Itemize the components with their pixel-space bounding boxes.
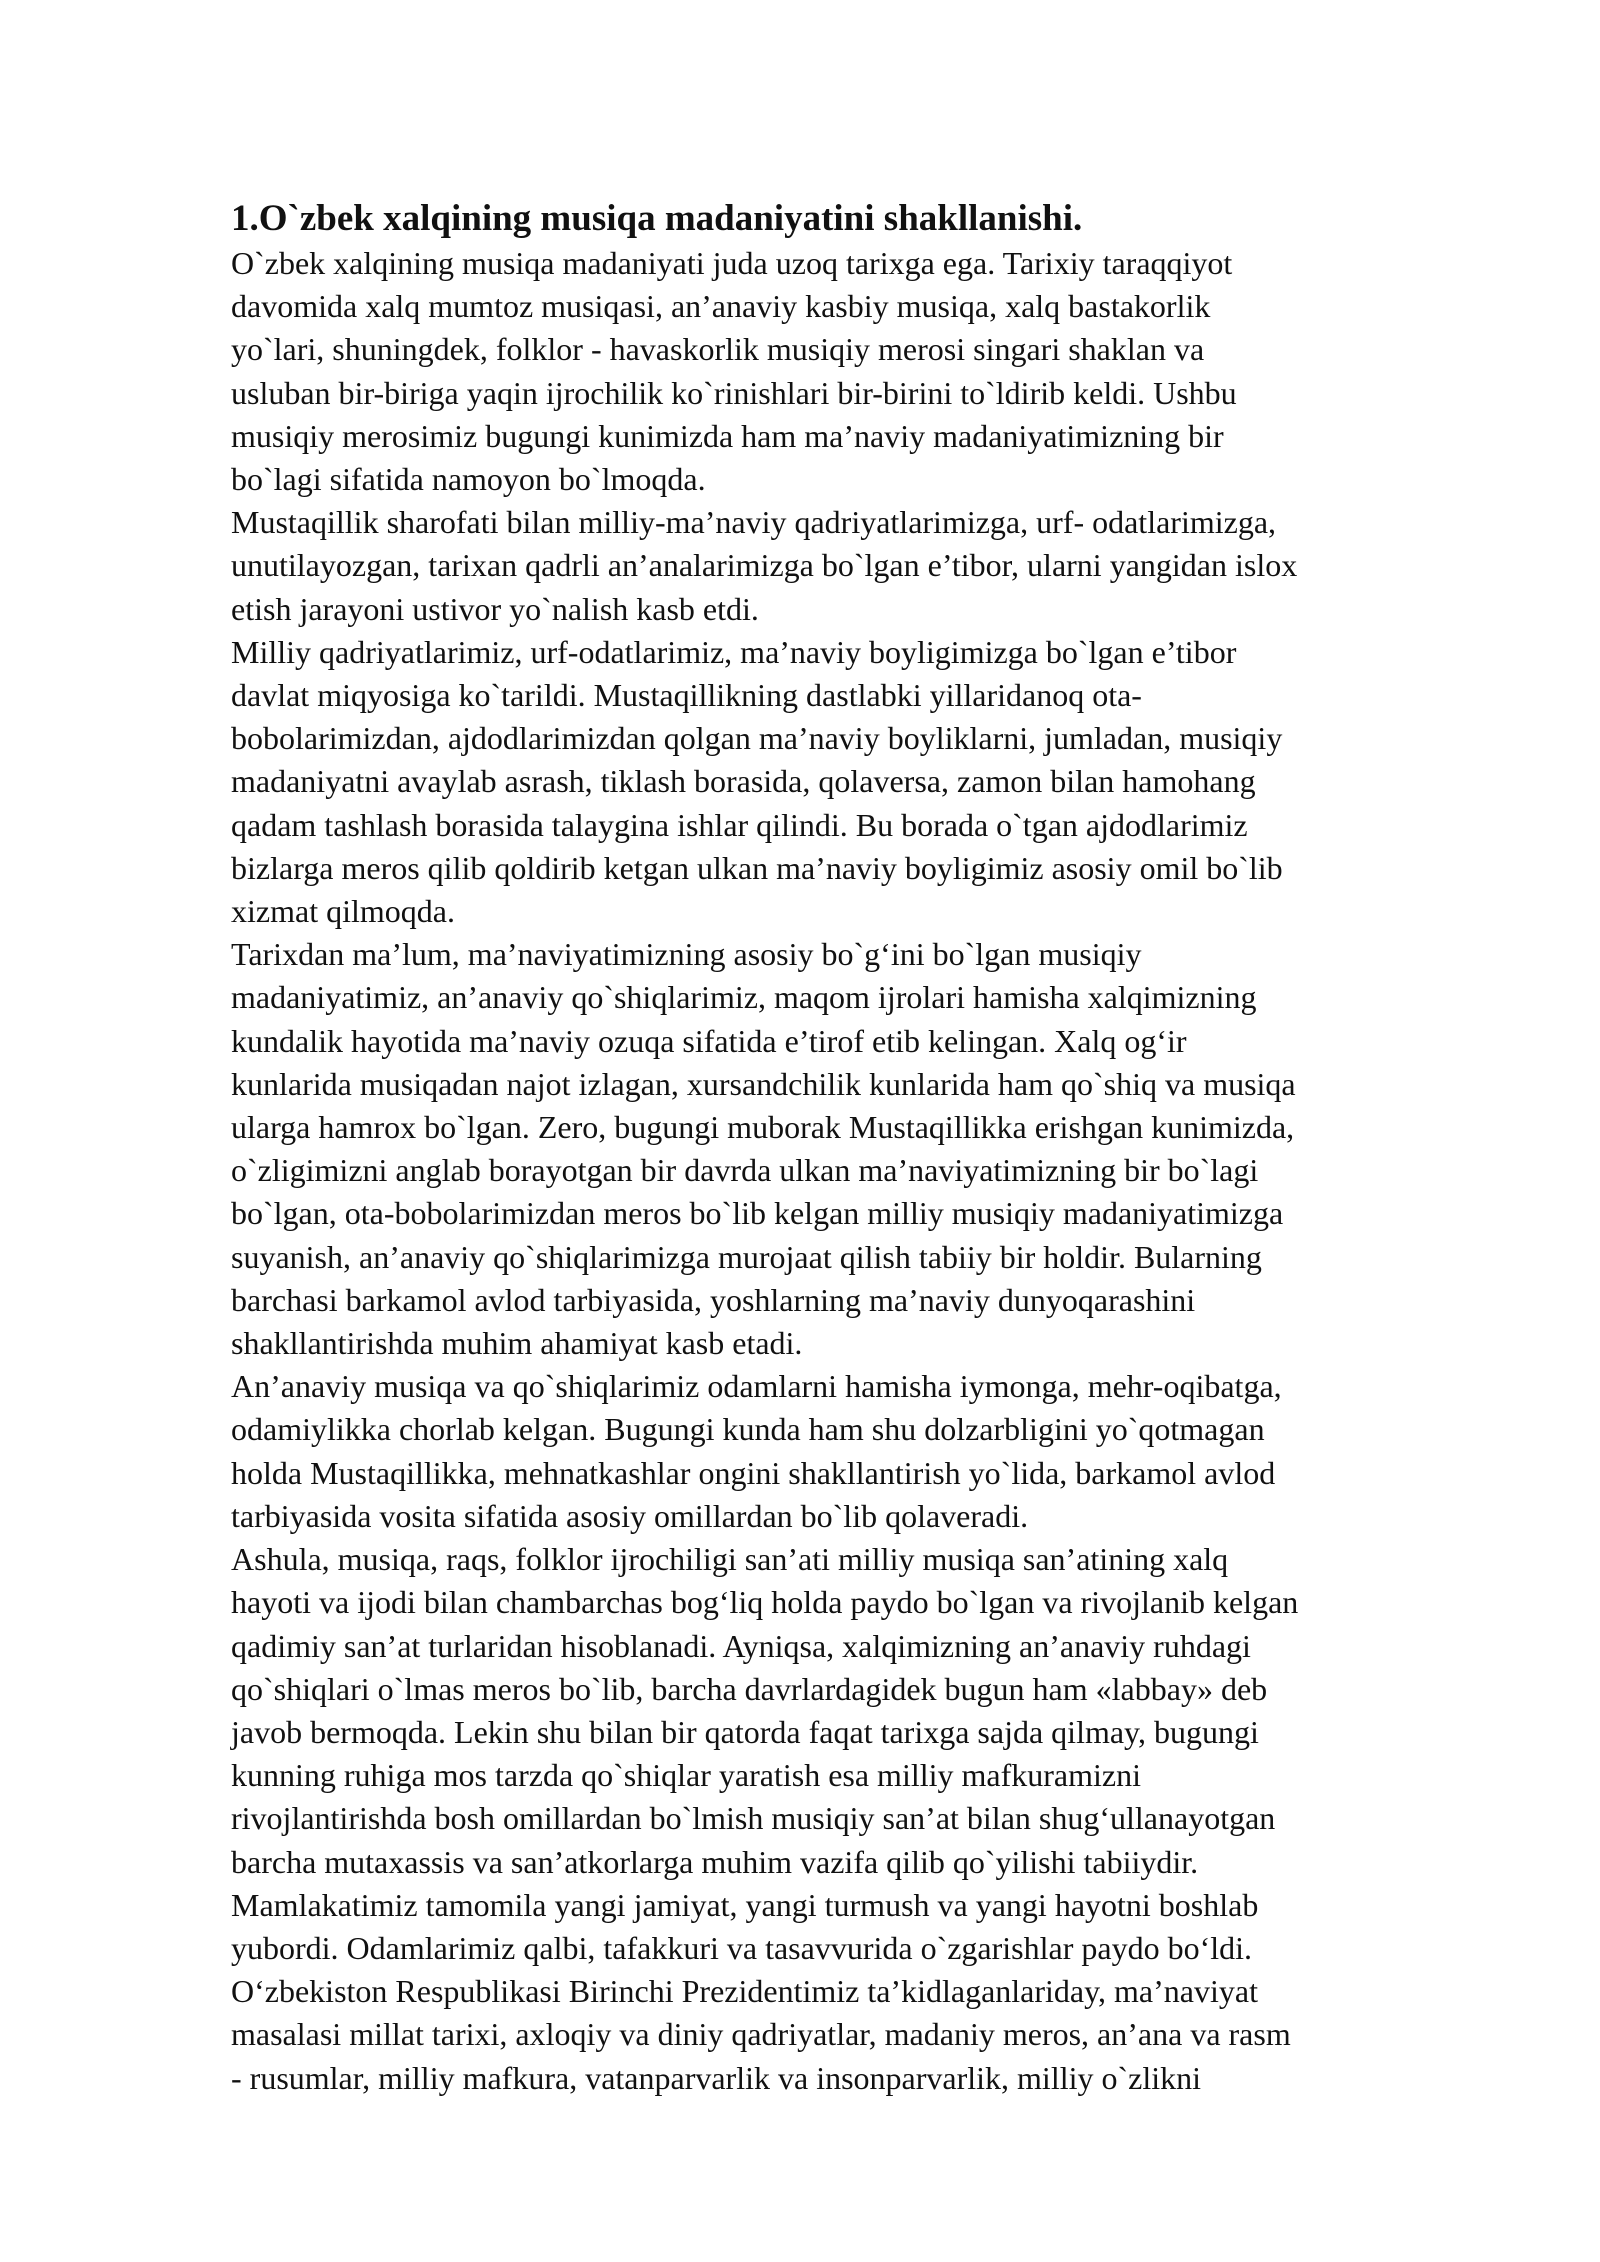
paragraph-7: Mamlakatimiz tamomila yangi jamiyat, yangi turmush va yangi hayotni boshlab yubordi. Odamlarimiz qalbi, tafakkuri va tasavvurida o`zgarishlar paydo bo‘ldi. O‘zbekiston Respublikasi Birinchi Prezidentimiz ta’kidlaganlariday, ma’naviyat masalasi millat tarixi, axloqiy va diniy qadriyatlar, madaniy meros, an’ana va rasm - rusumlar, milliy mafkura, vatanparvarlik va insonparvarlik, milliy o`zlikni — [231, 1886, 1291, 2096]
document-title: 1.O`zbek xalqining musiqa madaniyatini shakllanishi. — [231, 198, 1083, 239]
paragraph-4: Tarixdan ma’lum, ma’naviyatimizning asosiy bo`g‘ini bo`lgan musiqiy madaniyatimiz, an’anaviy qo`shiqlarimiz, maqom ijrolari hamisha xalqimizning kundalik hayotida ma’naviy ozuqa sifatida e’tirof etib kelingan. Xalq og‘ir kunlarida musiqadan najot izlagan, xursandchilik kunlarida ham qo`shiq va musiqa ularga hamrox bo`lgan. Zero, bugungi muborak Mustaqillikka erishgan kunimizda, o`zligimizni anglab borayotgan bir davrda ulkan ma’naviyatimizning bir bo`lagi bo`lgan, ota-bobolarimizdan meros bo`lib kelgan milliy musiqiy madaniyatimizga suyanish, an’anaviy qo`shiqlarimizga murojaat qilish tabiiy bir holdir. Bularning barchasi barkamol avlod tarbiyasida, yoshlarning ma’naviy dunyoqarashini shakllantirishda muhim ahamiyat kasb etadi. — [231, 936, 1296, 1362]
document-body — [231, 196, 1501, 2100]
paragraph-5: An’anaviy musiqa va qo`shiqlarimiz odamlarni hamisha iymonga, mehr-oqibatga, odamiylikka chorlab kelgan. Bugungi kunda ham shu dolzarbligini yo`qotmagan holda Mustaqillikka, mehnatkashlar ongini shakllantirish yo`lida, barkamol avlod tarbiyasida vosita sifatida asosiy omillardan bo`lib qolaveradi. — [231, 1368, 1282, 1534]
paragraph-1: O`zbek xalqining musiqa madaniyati juda uzoq tarixga ega. Tarixiy taraqqiyot davomida xalq mumtoz musiqasi, an’anaviy kasbiy musiqa, xalq bastakorlik yo`lari, shuningdek, folklor - havaskorlik musiqiy merosi singari shaklan va usluban bir-biriga yaqin ijrochilik ko`rinishlari bir-birini to`ldirib keldi. Ushbu musiqiy merosimiz bugungi kunimizda ham ma’naviy madaniyatimizning bir bo`lagi sifatida namoyon bo`lmoqda. — [231, 245, 1237, 498]
paragraph-2: Mustaqillik sharofati bilan milliy-ma’naviy qadriyatlarimizga, urf- odatlarimizga, unutilayozgan, tarixan qadrli an’analarimizga bo`lgan e’tibor, ularni yangidan islox etish jarayoni ustivor yo`nalish kasb etdi. — [231, 504, 1298, 627]
paragraph-6: Ashula, musiqa, raqs, folklor ijrochiligi san’ati milliy musiqa san’atining xalq hayoti va ijodi bilan chambarchas bog‘liq holda paydo bo`lgan va rivojlanib kelgan qadimiy san’at turlaridan hisoblanadi. Ayniqsa, xalqimizning an’anaviy ruhdagi qo`shiqlari o`lmas meros bo`lib, barcha davrlardagidek bugun ham «labbay» deb javob bermoqda. Lekin shu bilan bir qatorda faqat tarixga sajda qilmay, bugungi kunning ruhiga mos tarzda qo`shiqlar yaratish esa milliy mafkuramizni rivojlantirishda bosh omillardan bo`lmish musiqiy san’at bilan shug‘ullanayotgan barcha mutaxassis va san’atkorlarga muhim vazifa qilib qo`yilishi tabiiydir. — [231, 1541, 1299, 1880]
paragraph-3: Milliy qadriyatlarimiz, urf-odatlarimiz, ma’naviy boyligimizga bo`lgan e’tibor davlat miqyosiga ko`tarildi. Mustaqillikning dastlabki yillaridanoq ota- bobolarimizdan, ajdodlarimizdan qolgan ma’naviy boyliklarni, jumladan, musiqiy madaniyatni avaylab asrash, tiklash borasida, qolaversa, zamon bilan hamohang qadam tashlash borasida talaygina ishlar qilindi. Bu borada o`tgan ajdodlarimiz bizlarga meros qilib qoldirib ketgan ulkan ma’naviy boyligimiz asosiy omil bo`lib xizmat qilmoqda. — [231, 633, 1283, 930]
